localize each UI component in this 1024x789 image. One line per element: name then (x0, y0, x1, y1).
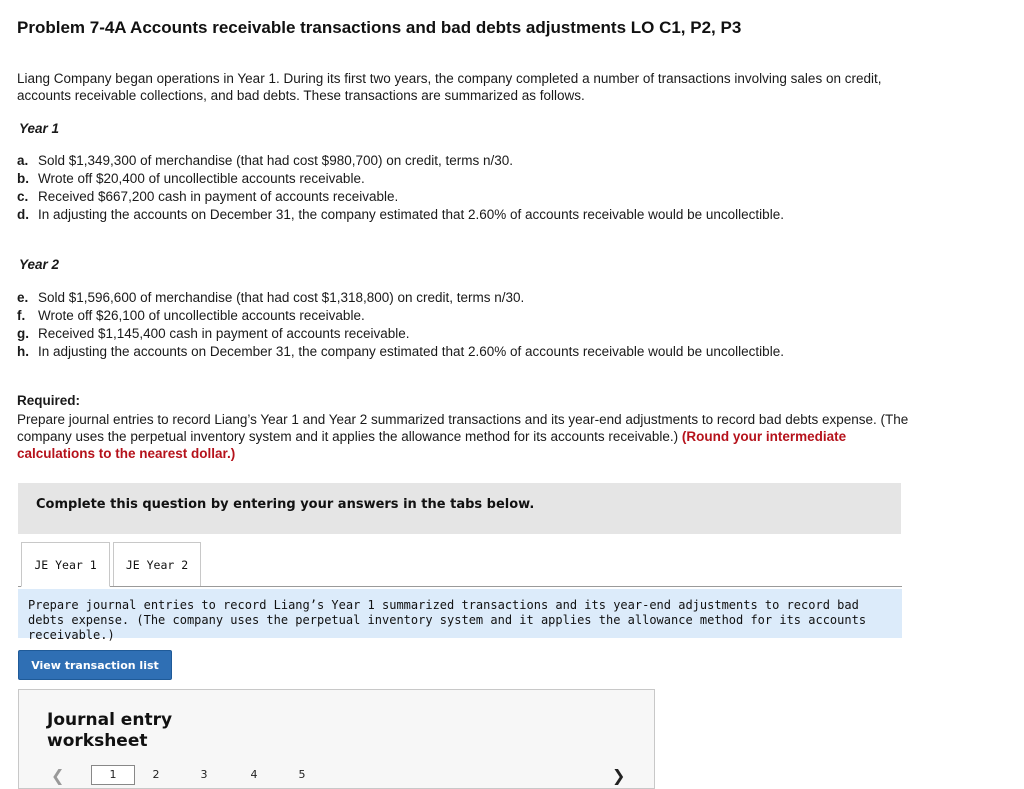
transaction-item (17, 343, 917, 361)
transaction-item (17, 289, 917, 307)
rounding-note: (Round your intermediate calculations to the nearest dollar.) (17, 429, 847, 461)
year1-transactions (17, 152, 917, 224)
transaction-item (17, 170, 917, 188)
journal-entry-worksheet (18, 689, 655, 789)
transaction-letter: a. (17, 153, 29, 168)
page-4[interactable]: 4 (250, 768, 258, 781)
transaction-letter: e. (17, 290, 29, 305)
problem-title: Problem 7-4A Accounts receivable transactions and bad debts adjustments LO C1, P2, P3 (17, 18, 742, 37)
required-text (17, 411, 917, 462)
tab-je-year-2[interactable]: JE Year 2 (113, 542, 201, 587)
tab-instructions: Prepare journal entries to record Liang’s Year 1 summarized transactions and its year-end adjustments to record bad debts expense. (The company uses the perpetual inventory system and it applies the allowance method for its accounts receivable.) (18, 589, 902, 638)
chevron-left-icon[interactable]: ❮ (51, 768, 65, 785)
transaction-item (17, 307, 917, 325)
page-1[interactable]: 1 (91, 765, 135, 785)
transaction-letter: d. (17, 207, 29, 222)
page-2[interactable]: 2 (152, 768, 160, 781)
transaction-letter: h. (17, 344, 29, 359)
year2-label: Year 2 (19, 257, 60, 272)
transaction-item (17, 325, 917, 343)
transaction-text: Sold $1,596,600 of merchandise (that had cost $1,318,800) on credit, terms n/30. (38, 290, 525, 305)
worksheet-pager (19, 766, 656, 786)
chevron-right-icon[interactable]: ❯ (612, 768, 626, 785)
page-3[interactable]: 3 (200, 768, 208, 781)
transaction-text: Received $667,200 cash in payment of accounts receivable. (38, 189, 399, 204)
transaction-text: In adjusting the accounts on December 31, the company estimated that 2.60% of accounts receivable would be uncollectible. (38, 207, 784, 222)
transaction-letter: f. (17, 308, 26, 323)
transaction-letter: b. (17, 171, 29, 186)
transaction-text: In adjusting the accounts on December 31, the company estimated that 2.60% of accounts receivable would be uncollectible. (38, 344, 784, 359)
year1-label: Year 1 (19, 121, 60, 136)
tab-je-year-1[interactable]: JE Year 1 (21, 542, 110, 587)
transaction-text: Wrote off $26,100 of uncollectible accounts receivable. (38, 308, 365, 323)
transaction-item (17, 152, 917, 170)
page-5[interactable]: 5 (298, 768, 306, 781)
worksheet-title: Journal entry worksheet (47, 710, 173, 751)
transaction-letter: c. (17, 189, 29, 204)
transaction-text: Wrote off $20,400 of uncollectible accounts receivable. (38, 171, 365, 186)
complete-question-text: Complete this question by entering your answers in the tabs below. (36, 497, 535, 512)
transaction-item (17, 206, 917, 224)
transaction-item (17, 188, 917, 206)
required-body: Prepare journal entries to record Liang’s Year 1 and Year 2 summarized transactions and its year-end adjustments to record bad debts expense. (The company uses the perpetual inventory system and it applies the allowance method for its accounts receivable.) (17, 412, 909, 444)
year2-transactions (17, 289, 917, 361)
transaction-letter: g. (17, 326, 29, 341)
view-transaction-list-button[interactable]: View transaction list (18, 650, 172, 680)
transaction-text: Sold $1,349,300 of merchandise (that had cost $980,700) on credit, terms n/30. (38, 153, 514, 168)
complete-question-banner (18, 483, 901, 534)
required-label: Required: (17, 393, 81, 408)
transaction-text: Received $1,145,400 cash in payment of accounts receivable. (38, 326, 410, 341)
tab-divider (18, 586, 902, 587)
intro-text: Liang Company began operations in Year 1. During its first two years, the company completed a number of transactions involving sales on credit, accounts receivable collections, and bad debts. These transactions are summarized as follows. (17, 71, 882, 103)
